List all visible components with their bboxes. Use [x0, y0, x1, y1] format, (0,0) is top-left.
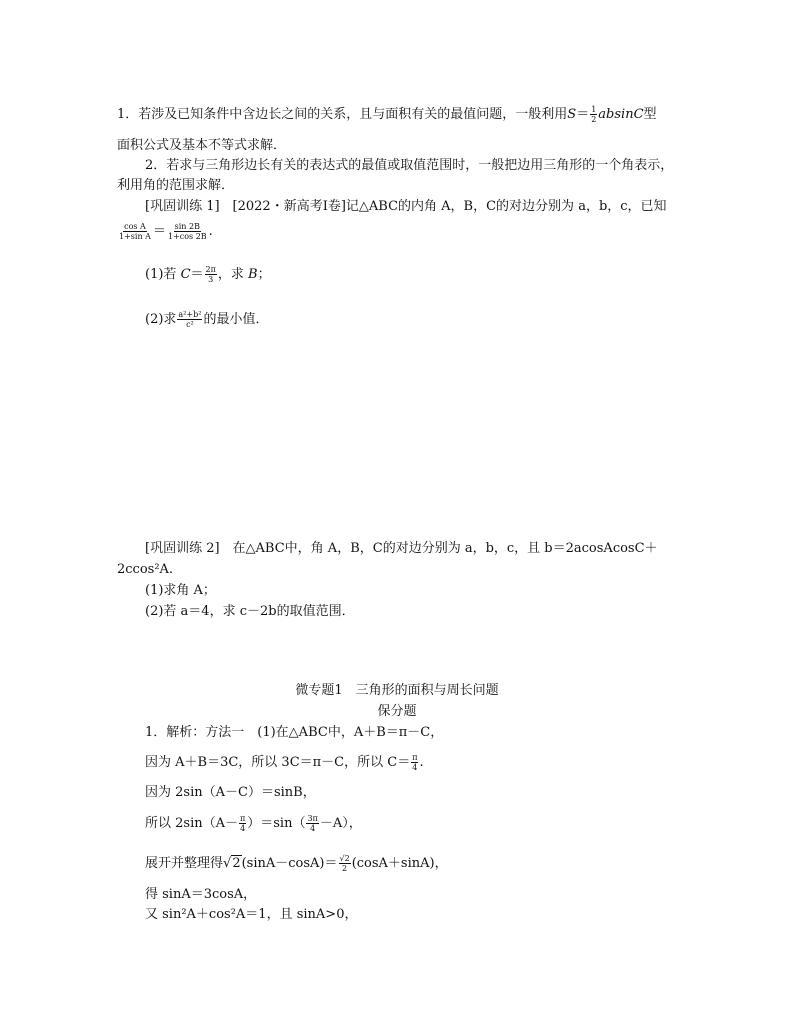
exercise-1-heading: [巩固训练 1] [2022・新高考Ⅰ卷]记△ABC的内角 A，B，C的对边分别为 a，b，c，已知	[145, 199, 667, 214]
two-pi-over-three	[205, 265, 217, 284]
q2-prefix: (2)求	[145, 312, 177, 327]
method-1-cont: 面积公式及基本不等式求解．	[117, 138, 287, 153]
method-2-cont: 利用角的范围求解．	[117, 178, 235, 193]
line-text: 因为 A＋B＝3C，所以 3C＝π－C，所以 C＝	[145, 755, 411, 770]
exercise-1-q2	[145, 310, 268, 329]
sqrt-two: √2	[223, 856, 241, 871]
half-den: 2	[591, 115, 597, 124]
period: .	[419, 755, 424, 770]
fraction-den: c²	[186, 320, 194, 329]
sum-squares-fraction	[177, 310, 202, 329]
pi-over-four	[239, 814, 246, 833]
solution-line-2	[145, 753, 424, 772]
fraction-num: a²+b²	[178, 310, 202, 319]
solution-line-7: 又 sin²A＋cos²A＝1，且 sinA>0，	[145, 907, 358, 922]
formula-s: S	[567, 107, 577, 122]
equals-sign: ＝	[152, 224, 166, 239]
radicand: 2	[232, 856, 241, 871]
q1-end: ；	[257, 267, 271, 282]
line-text: －A），	[319, 816, 362, 831]
fraction-den: 1+cos 2B	[167, 232, 207, 241]
fraction-num: π	[412, 753, 418, 762]
solution-line-6: 得 sinA＝3cosA，	[145, 887, 257, 902]
period: .	[208, 224, 213, 239]
answer-subtitle: 保分题	[377, 704, 417, 719]
line-text: 所以 2sin（A－	[145, 816, 238, 831]
cosA-fraction	[118, 222, 152, 241]
fraction-num: cos A	[124, 222, 146, 231]
fraction-den: 2	[342, 864, 348, 873]
method-1-text: 1．若涉及已知条件中含边长之间的关系，且与面积有关的最值问题，一般利用	[117, 107, 568, 122]
pi-over-four	[411, 753, 418, 772]
fraction-den: 3	[208, 275, 214, 284]
exercise-2-q1: (1)求角 A；	[145, 583, 216, 598]
var-b: B	[248, 267, 258, 282]
fraction-num: π	[240, 814, 246, 823]
line-text: (cosA＋sinA)，	[351, 856, 448, 871]
fraction-num: 3π	[307, 814, 318, 823]
fraction-num: sin 2B	[174, 222, 200, 231]
exercise-2-heading: [巩固训练 2] 在△ABC中，角 A，B，C的对边分别为 a，b，c，且 b＝2acosAcosC＋	[145, 541, 658, 556]
half-fraction	[590, 105, 597, 124]
q2-suffix: 的最小值．	[203, 312, 269, 327]
fraction-num: √2	[339, 854, 350, 863]
line-text: 展开并整理得	[145, 856, 224, 871]
line-text: (sinA－cosA)＝	[241, 856, 338, 871]
method-2-line: 2．若求与三角形边长有关的表达式的最值或取值范围时，一般把边用三角形的一个角表示，	[145, 158, 674, 173]
equals-sign: ＝	[190, 267, 204, 282]
fraction-den: 4	[240, 824, 246, 833]
solution-line-1: 1．解析：方法一 (1)在△ABC中，A＋B＝π－C，	[145, 725, 444, 740]
solution-line-5	[145, 854, 448, 873]
var-c: C	[180, 267, 191, 282]
exercise-2-heading-cont: 2ccos²A.	[117, 562, 174, 577]
formula-rhs: absinC	[598, 107, 644, 122]
fraction-den: 4	[412, 763, 418, 772]
fraction-den: 4	[310, 824, 316, 833]
exercise-1-condition	[117, 222, 213, 241]
sin2B-fraction	[167, 222, 208, 241]
fraction-num: 2π	[205, 265, 216, 274]
exercise-2-q2: (2)若 a＝4，求 c－2b的取值范围．	[145, 604, 355, 619]
line-text: ）＝sin（	[247, 816, 306, 831]
answer-title: 微专题1 三角形的面积与周长问题	[295, 683, 499, 698]
solution-line-4	[145, 814, 362, 833]
exercise-1-q1	[145, 265, 271, 284]
half-num: 1	[591, 105, 597, 114]
fraction-den: 1+sin A	[119, 232, 151, 241]
formula-eq: ＝	[576, 107, 590, 122]
solution-line-3: 因为 2sin（A－C）＝sinB，	[145, 785, 316, 800]
q1-mid: ，求	[217, 267, 249, 282]
method-1-line	[117, 105, 657, 124]
three-pi-over-four	[306, 814, 318, 833]
q1-prefix: (1)若	[145, 267, 181, 282]
method-1-suffix: 型	[643, 107, 657, 122]
sqrt2-over-2	[339, 854, 351, 873]
